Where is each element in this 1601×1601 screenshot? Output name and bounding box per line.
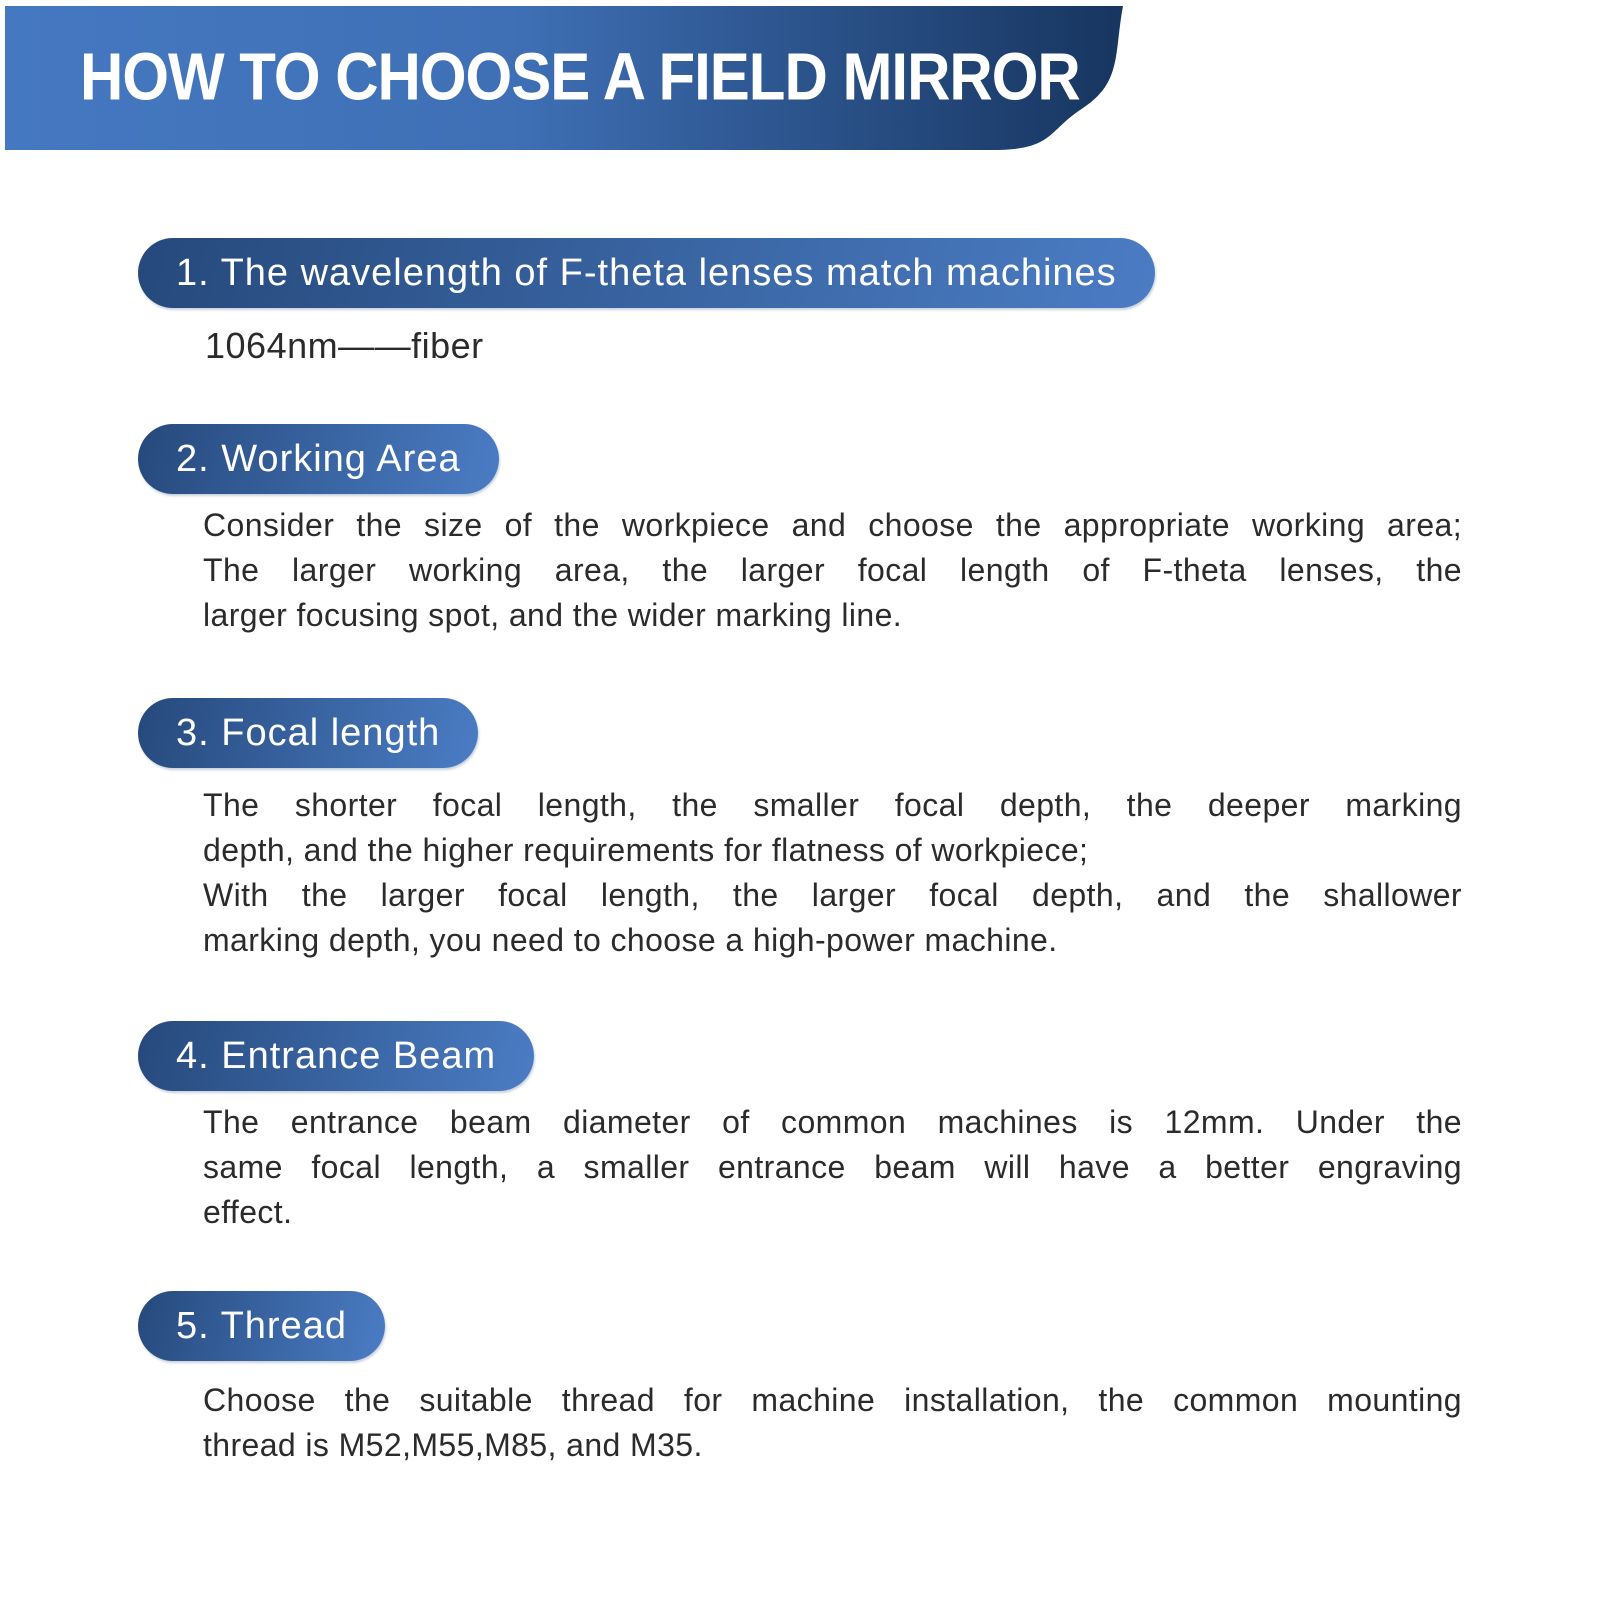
- section-4-paragraph: [203, 1100, 1462, 1235]
- body-line: effect.: [203, 1194, 293, 1230]
- section-2-badge: 2. Working Area: [138, 424, 499, 494]
- body-line: Consider the size of the workpiece and choose the appropriate working area;: [203, 507, 1462, 543]
- section-5-paragraph: [203, 1378, 1462, 1468]
- body-line: The larger working area, the larger focal length of F-theta lenses, the: [203, 552, 1462, 588]
- body-line: depth, and the higher requirements for flatness of workpiece;: [203, 832, 1089, 868]
- body-line: same focal length, a smaller entrance beam will have a better engraving: [203, 1149, 1462, 1185]
- body-line: larger focusing spot, and the wider marking line.: [203, 597, 903, 633]
- body-line: The entrance beam diameter of common machines is 12mm. Under the: [203, 1104, 1462, 1140]
- body-line: marking depth, you need to choose a high-power machine.: [203, 922, 1058, 958]
- body-line: Choose the suitable thread for machine installation, the common mounting: [203, 1382, 1462, 1418]
- section-5-badge: 5. Thread: [138, 1291, 385, 1361]
- body-line: thread is M52,M55,M85, and M35.: [203, 1427, 703, 1463]
- section-1-badge: 1. The wavelength of F-theta lenses match machines: [138, 238, 1155, 308]
- section-3-badge: 3. Focal length: [138, 698, 478, 768]
- section-3-paragraph: [203, 783, 1462, 963]
- body-line: With the larger focal length, the larger focal depth, and the shallower: [203, 877, 1462, 913]
- section-1-wavelength-line: 1064nm——fiber: [205, 325, 484, 366]
- page-title: HOW TO CHOOSE A FIELD MIRROR: [80, 39, 1080, 115]
- header-banner: [5, 6, 1130, 150]
- body-line: The shorter focal length, the smaller focal depth, the deeper marking: [203, 787, 1462, 823]
- section-4-badge: 4. Entrance Beam: [138, 1021, 534, 1091]
- section-2-paragraph: [203, 503, 1462, 638]
